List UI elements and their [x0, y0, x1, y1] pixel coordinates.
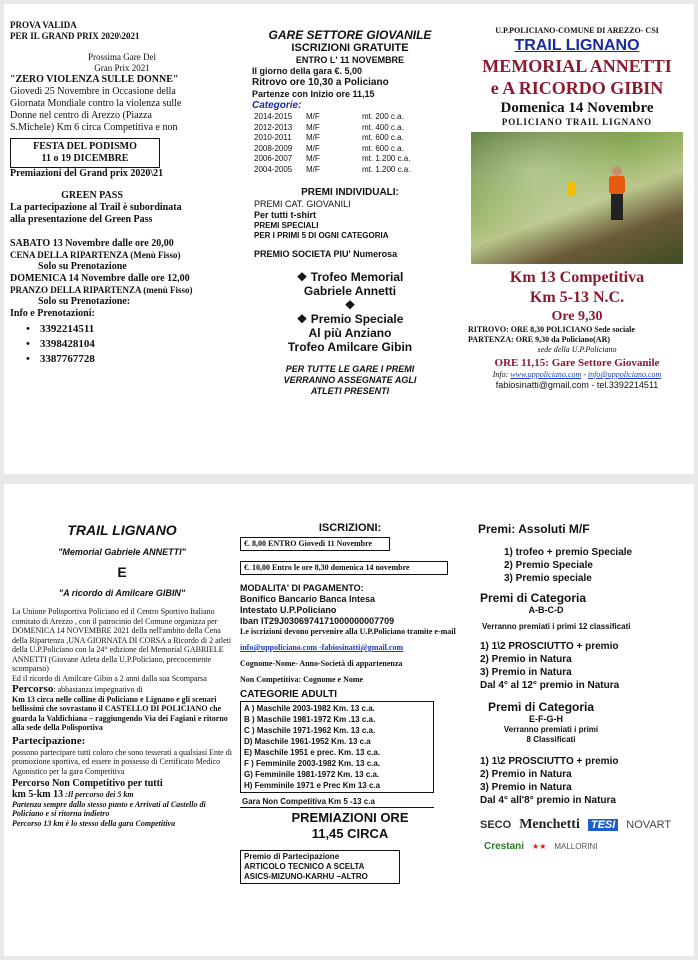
- partenze: Partenze con Inizio ore 11,15: [252, 89, 375, 99]
- back-right-column: [466, 484, 690, 956]
- categorie-abcd: A-B-C-D: [528, 605, 564, 615]
- mallorini-logo: MALLORINI: [554, 842, 598, 851]
- premi-speciali: PREMI SPECIALI: [254, 221, 319, 230]
- contact-email-phone: fabiosinatti@gmail.com - tel.3392214511: [495, 380, 659, 390]
- star-icon: ★★: [532, 842, 547, 851]
- phone-list: [26, 322, 234, 367]
- entro-11: ENTRO L' 11 NOVEMBRE: [295, 55, 405, 65]
- cena-line: CENA DELLA RIPARTENZA (Menù Fisso): [10, 250, 181, 260]
- festa-podismo-box: FESTA DEL PODISMO 11 o 19 DICEMBRE: [10, 138, 160, 168]
- crestani-logo: Crestani: [484, 841, 525, 852]
- categorie-efgh: E-F-G-H: [529, 714, 563, 724]
- trail-lignano-title: TRAIL LIGNANO: [514, 37, 640, 54]
- memorial-annetti-quote: "Memorial Gabriele ANNETTI": [58, 547, 186, 557]
- zero-violenza-title: "ZERO VIOLENZA SULLE DONNE": [10, 74, 179, 85]
- sponsor-logos-row-2: [484, 841, 690, 852]
- premi-list-2: 1) 1\2 PROSCIUTTO + premio 2) Premio in Natura 3) Premio in Natura Dal 4° all'8° premio in Natura: [480, 756, 619, 806]
- categoria-adulti-row: A ) Maschile 2003-1982 Km. 13 c.a.: [244, 704, 375, 713]
- premi-individuali: PREMI INDIVIDUALI:: [301, 187, 399, 198]
- organizer: U.P.POLICIANO-COMUNE DI AREZZO- CSI: [495, 26, 659, 35]
- diamond-icon: ❖: [344, 298, 356, 312]
- categoria-row: 2008-2009 M/F mt. 600 c.a.: [254, 143, 404, 153]
- email-link[interactable]: info@uppoliciano.com: [587, 370, 662, 379]
- partenza-right: PARTENZA: ORE 9,30 da Policiano(AR): [468, 335, 611, 344]
- premio-speciale: ❖ Premio Speciale Al più Anziano Trofeo Amilcare Gibin: [287, 312, 413, 354]
- runner-shirt: [609, 176, 625, 194]
- bonifico: Bonifico Bancario Banca Intesa: [240, 594, 376, 604]
- sabato-line: SABATO 13 Novembre dalle ore 20,00: [10, 238, 174, 249]
- intro-paragraph: La Unione Polisportiva Policiano ed il Centro Sportivo Italiano comitato di Arezzo , con il patrocinio del Comune organizza per DOMENICA 14 NOVEMBRE 2021 della nell'ambito della Cena della Ripartenza ,UNA GIORNATA DI CORSA a Ricordo di 2 atleti della U.P.Policiano con la 24° edizione del Memorial GABRIELE ANNETTI (Giovane Atleta della U.P.Policiano, precocemente scomparso): [12, 607, 232, 673]
- non-competitivo-text: km 5-km 13 :Il percorso dei 5 km Partenza sempre dallo stesso punto e Arrivati al Castello di Policiano e si ritorna indietro Percorso 13 km è lo stesso della gara Competitiva: [12, 789, 206, 828]
- premiazioni-ore: PREMIAZIONI ORE 11,45 CIRCA: [291, 810, 409, 841]
- tesi-logo: TESI: [588, 819, 618, 831]
- phone-number: • 3387767728: [26, 352, 234, 367]
- verranno-premiati-8: Verranno premiati i primi 8 Classificati: [503, 725, 599, 744]
- menchetti-logo: Menchetti: [519, 817, 580, 832]
- back-left-column: [12, 484, 232, 956]
- ricordo-gibin-quote: "A ricordo di Amilcare GIBIN": [58, 588, 186, 598]
- premi-assoluti: Premi: Assoluti M/F: [478, 522, 590, 536]
- iban: Iban IT29J0306974171000000007709: [240, 616, 395, 626]
- diamond-icon: ❖: [296, 270, 311, 284]
- categoria-adulti-row: F ) Femminile 2003-1982 Km. 13 c.a.: [244, 759, 381, 768]
- emails-link[interactable]: info@uppoliciano.com -fabiosinatti@gmail.com: [240, 643, 404, 652]
- categoria-row: 2006-2007 M/F mt. 1.200 c.a.: [254, 154, 411, 163]
- cognome-nome: Cognome-Nome- Anno-Società di appartenenza: [240, 659, 403, 668]
- fee-entro-giovedi: €. 8,00 ENTRO Giovedì 11 Novembre: [240, 537, 390, 551]
- zero-violenza-desc: Giovedì 25 Novembre in Occasione della Giornata Mondiale contro la violenza sulle Donne nel centro di Arezzo (Piazza S.Michele) Km 6 circa Competitiva e non: [10, 86, 182, 133]
- km5-13-nc: Km 5-13 N.C.: [529, 289, 625, 306]
- verranno-premiati-12: Verranno premiati i primi 12 classificati: [482, 622, 631, 631]
- categoria-row: 2010-2011 M/F mt. 600 c.a.: [254, 133, 404, 142]
- categoria-adulti-row: B ) Maschile 1981-1972 Km .13 c.a.: [244, 715, 376, 724]
- front-middle-column: [240, 4, 460, 474]
- iscrizioni-gratuite: ISCRIZIONI GRATUITE: [291, 42, 409, 54]
- pranzo-line: PRANZO DELLA RIPARTENZA (menù Fisso): [10, 285, 193, 295]
- assoluti-list: 1) trofeo + premio Speciale 2) Premio Speciale 3) Premio speciale: [504, 547, 633, 584]
- premi-categoria-2: Premi di Categoria: [488, 700, 595, 714]
- modalita-pagamento: MODALITA' DI PAGAMENTO:: [240, 583, 364, 593]
- policiano-trail: POLICIANO TRAIL LIGNANO: [501, 117, 653, 127]
- premio-partecipazione-box: Premio di Partecipazione ARTICOLO TECNICO A SCELTA ASICS-MIZUNO-KARHU –ALTRO: [240, 850, 400, 884]
- intro-paragraph-2: Ed il ricordo di Amilcare Gibin a 2 anni dalla sua Scomparsa: [12, 673, 207, 683]
- prova-valida: PROVA VALIDA PER IL GRAND PRIX 2020\2021: [10, 20, 140, 41]
- phone-number: • 3392214511: [26, 322, 234, 337]
- diamond-icon: ❖: [296, 312, 311, 326]
- phone-number: • 3398428104: [26, 337, 234, 352]
- iscrizioni-note: Le iscrizioni devono pervenire alla U.P.Policiano tramite e-mail: [240, 627, 456, 636]
- non-competitivo-label: Percorso Non Competitivo per tutti: [12, 778, 163, 789]
- memorial-annetti: MEMORIAL ANNETTI: [482, 56, 672, 76]
- premiazioni-grand-prix: Premiazioni del Grand prix 2020\21: [10, 168, 164, 179]
- categorie-giovanili-table: [254, 112, 460, 175]
- per-tutti-tshirt: Per tutti t-shirt: [254, 210, 316, 220]
- gare-settore-title: GARE SETTORE GIOVANILE: [268, 28, 432, 42]
- categoria-adulti-row: C ) Maschile 1971-1962 Km. 13 c.a.: [244, 726, 376, 735]
- ore-930: Ore 9,30: [551, 309, 603, 324]
- premi-list-1: 1) 1\2 PROSCIUTTO + premio 2) Premio in Natura 3) Premio in Natura Dal 4° al 12° premio in Natura: [480, 641, 620, 691]
- e-letter: E: [117, 564, 127, 580]
- premi-cat-giovanili: PREMI CAT. GIOVANILI: [254, 199, 351, 209]
- premio-societa: PREMIO SOCIETA PIU' Numerosa: [254, 249, 398, 259]
- per-tutte-le-gare: PER TUTTE LE GARE I PREMI VERRANNO ASSEGNATE AGLI ATLETI PRESENTI: [283, 364, 417, 396]
- gara-non-competitiva: Gara Non Competitiva Km 5 -13 c.a: [240, 797, 434, 808]
- non-competitiva-nome: Non Competitiva: Cognome e Nome: [240, 675, 364, 684]
- a-ricordo-gibin: e A RICORDO GIBIN: [490, 78, 664, 98]
- novart-logo: NOVART: [626, 819, 672, 831]
- domenica-line: DOMENICA 14 Novembre dalle ore 12,00: [10, 273, 190, 284]
- iscrizioni-heading: ISCRIZIONI:: [318, 522, 382, 534]
- ritrovo: Ritrovo ore 10,30 a Policiano: [252, 77, 389, 88]
- ritrovo-right: RITROVO: ORE 8,30 POLICIANO Sede sociale: [468, 325, 635, 334]
- categorie-adulti: CATEGORIE ADULTI: [240, 689, 338, 700]
- categoria-row: 2014-2015 M/F mt. 200 c.a.: [254, 112, 404, 121]
- ore-1115: ORE 11,15: Gare Settore Giovanile: [494, 357, 660, 369]
- back-middle-column: [240, 484, 460, 956]
- info-prenotazioni: Info e Prenotazioni:: [10, 308, 95, 319]
- green-pass-text: La partecipazione al Trail è subordinata alla presentazione del Green Pass: [10, 202, 182, 225]
- partecipazione-label: Partecipazione:: [12, 734, 86, 747]
- info-links: Info: www.uppoliciano.com - info@uppoliciano.com: [492, 370, 662, 379]
- categorie-label: Categorie:: [252, 100, 302, 111]
- categoria-adulti-row: H) Femminile 1971 e Prec Km 13 c.a: [244, 781, 381, 790]
- categoria-row: 2012-2013 M/F mt. 400 c.a.: [254, 122, 404, 132]
- km13-competitiva: Km 13 Competitiva: [509, 269, 645, 286]
- partecipazione-text: possono partecipare tutti coloro che sono tesserati a qualsiasi Ente di promozione sportiva, ed essere in possesso di Certificato Medico Agonistico per la gara Competitiva: [12, 747, 232, 776]
- categoria-adulti-row: E) Maschile 1951 e prec. Km. 13 c.a.: [244, 748, 381, 757]
- categoria-row: 2004-2005 M/F mt. 1.200 c.a.: [254, 164, 411, 174]
- primi-5: PER I PRIMI 5 DI OGNI CATEGORIA: [254, 231, 389, 240]
- solo-prenotazione-2: Solo su Prenotazione:: [38, 296, 131, 307]
- categorie-adulti-box: [240, 701, 434, 793]
- fee-entro-domenica: €. 10,00 Entro le ore 8,30 domenica 14 novembre: [240, 561, 448, 575]
- solo-prenotazione-1: Solo su Prenotazione: [38, 261, 127, 272]
- percorso-paragraph: Percorso: abbastanza impegnativo di Km 13 circa nelle colline di Policiano e Lignano e gli scenari bellissimi che sovrastano il CASTELLO DI POLICIANO che guarda la Valdichiana – raggiungendo Via dei Fagiani e ritorno alla sede della Polisportiva: [12, 683, 228, 732]
- trofeo-memorial: ❖ Trofeo Memorial Gabriele Annetti ❖: [240, 270, 460, 312]
- premi-categoria-1: Premi di Categoria: [480, 591, 587, 605]
- flyer-back: [4, 484, 694, 956]
- intestato: Intestato U.P.Policiano: [240, 605, 337, 615]
- front-right-column: [464, 4, 690, 474]
- categoria-adulti-row: D) Maschile 1961-1952 Km. 13 c.a: [244, 737, 371, 746]
- giorno-gara: Il giorno della gara €. 5,00: [252, 66, 363, 76]
- runner-photo: [471, 132, 683, 264]
- prossima-gare: Prossima Gare Del Gran Prix 2021: [88, 52, 156, 73]
- green-pass-title: GREEN PASS: [61, 190, 123, 201]
- trail-lignano-heading: TRAIL LIGNANO: [67, 522, 177, 538]
- seco-logo: SECO: [480, 819, 512, 831]
- sede: sede della U.P.Policiano: [537, 345, 617, 354]
- sponsor-logos-row-1: [480, 817, 690, 833]
- categoria-adulti-row: G) Femminile 1981-1972 Km. 13 c.a.: [244, 770, 380, 779]
- site-link[interactable]: www.uppoliciano.com: [510, 370, 582, 379]
- flyer-front: [4, 4, 694, 474]
- front-left-column: [10, 4, 234, 474]
- domenica-date: Domenica 14 Novembre: [500, 100, 654, 116]
